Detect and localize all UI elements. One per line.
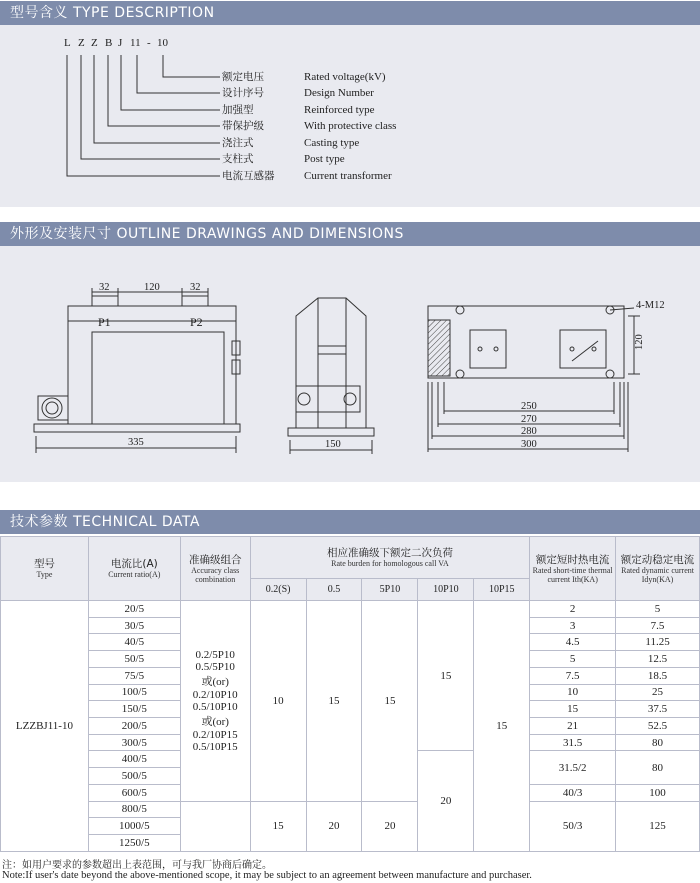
header-type-en: Type xyxy=(36,570,53,579)
type-item-en: Reinforced type xyxy=(304,104,375,116)
type-item-en: Casting type xyxy=(304,137,360,149)
type-item-en: Current transformer xyxy=(304,170,392,182)
top-dim-250: 250 xyxy=(521,401,537,412)
type-item-cn: 电流互感器 xyxy=(222,170,275,182)
front-dim-left: 32 xyxy=(99,282,110,293)
type-item-cn: 设计序号 xyxy=(222,87,264,99)
type-item-cn: 加强型 xyxy=(222,104,254,116)
thermal-cell: 21 xyxy=(530,718,616,735)
code-letter: Z xyxy=(91,37,98,49)
thermal-cell: 5 xyxy=(530,651,616,668)
dynamic-cell: 25 xyxy=(616,684,700,701)
front-dim-right: 32 xyxy=(190,282,201,293)
burden-cell: 20 xyxy=(306,801,362,851)
note-chinese: 注：如用户要求的参数超出上表范围，可与我厂协商后确定。 xyxy=(2,860,272,871)
thermal-cell: 10 xyxy=(530,684,616,701)
terminal-p1-label: P1 xyxy=(98,315,111,329)
ratio-cell: 200/5 xyxy=(88,718,180,735)
type-item-cn: 带保护级 xyxy=(222,120,264,132)
thermal-cell: 40/3 xyxy=(530,784,616,801)
ratio-cell: 100/5 xyxy=(88,684,180,701)
ratio-cell: 40/5 xyxy=(88,634,180,651)
header-burden-en: Rate burden for homologous call VA xyxy=(331,559,449,568)
outline-title: 外形及安装尺寸 OUTLINE DRAWINGS AND DIMENSIONS xyxy=(10,226,404,242)
header-ratio xyxy=(88,537,180,601)
code-letter: B xyxy=(105,37,113,49)
dynamic-cell: 7.5 xyxy=(616,617,700,634)
accuracy-line: 0.2/10P15 xyxy=(192,728,238,741)
header-burden-cn: 相应准确级下额定二次负荷 xyxy=(326,547,453,559)
thermal-cell: 7.5 xyxy=(530,667,616,684)
type-description-panel xyxy=(0,25,700,207)
front-view xyxy=(34,288,240,453)
header-burden-col: 10P10 xyxy=(418,579,474,601)
ratio-cell: 300/5 xyxy=(88,734,180,751)
header-thermal-en: Rated short-time thermal current Ith(KA) xyxy=(532,565,613,584)
ratio-cell: 30/5 xyxy=(88,617,180,634)
accuracy-cell xyxy=(180,601,250,802)
burden-cell: 15 xyxy=(474,601,530,852)
thermal-cell: 4.5 xyxy=(530,634,616,651)
type-item-en: Post type xyxy=(304,153,345,165)
ratio-cell: 20/5 xyxy=(88,601,180,618)
outline-drawings xyxy=(0,246,700,482)
header-ratio-cn: 电流比(A) xyxy=(110,558,158,570)
header-type xyxy=(1,537,89,601)
accuracy-line: 0.2/5P10 xyxy=(195,648,235,661)
thermal-cell: 15 xyxy=(530,701,616,718)
accuracy-line: 0.5/10P15 xyxy=(192,740,238,753)
top-dim-300: 300 xyxy=(521,439,537,450)
code-letter: 10 xyxy=(157,37,168,49)
type-item-cn: 额定电压 xyxy=(222,71,264,83)
dynamic-cell: 125 xyxy=(616,801,700,851)
terminal-p2-label: P2 xyxy=(190,315,203,329)
burden-cell: 20 xyxy=(418,751,474,852)
burden-cell: 15 xyxy=(306,601,362,802)
thermal-cell: 31.5/2 xyxy=(530,751,616,784)
header-type-cn: 型号 xyxy=(33,558,55,570)
technical-data-title: 技术参数 TECHNICAL DATA xyxy=(10,514,200,530)
accuracy-line: 或(or) xyxy=(201,675,229,688)
code-letter: - xyxy=(147,37,151,49)
type-cell: LZZBJ11-10 xyxy=(1,601,89,852)
outline-header xyxy=(0,222,700,246)
dynamic-cell: 5 xyxy=(616,601,700,618)
ratio-cell: 1000/5 xyxy=(88,818,180,835)
type-item-cn: 浇注式 xyxy=(222,137,254,149)
type-description-title: 型号含义 TYPE DESCRIPTION xyxy=(10,5,215,21)
note-english: Note:If user's date beyond the above-mentioned scope, it may be subject to an agreement between manufacture and purchaser. xyxy=(2,870,532,881)
side-view xyxy=(288,298,374,454)
dynamic-cell: 52.5 xyxy=(616,718,700,735)
dynamic-cell: 37.5 xyxy=(616,701,700,718)
burden-cell: 15 xyxy=(418,601,474,751)
dynamic-cell: 12.5 xyxy=(616,651,700,668)
accuracy-line: 或(or) xyxy=(201,715,229,728)
burden-cell: 10 xyxy=(250,601,306,802)
type-description-header xyxy=(0,1,700,25)
technical-data-panel xyxy=(0,536,700,852)
header-burden xyxy=(250,537,530,579)
thermal-cell: 31.5 xyxy=(530,734,616,751)
code-letter: 11 xyxy=(130,37,141,49)
header-dynamic-en: Rated dynamic current Idyn(KA) xyxy=(621,565,694,584)
accuracy-line: 0.2/10P10 xyxy=(192,688,238,701)
ratio-cell: 400/5 xyxy=(88,751,180,768)
ratio-cell: 75/5 xyxy=(88,667,180,684)
type-item-cn: 支柱式 xyxy=(222,153,254,165)
thermal-cell: 3 xyxy=(530,617,616,634)
accuracy-line: 0.5/5P10 xyxy=(195,660,235,673)
header-accuracy-en: Accuracy class combination xyxy=(191,565,240,584)
header-accuracy-cn: 准确级组合 xyxy=(188,553,242,566)
burden-cell: 15 xyxy=(250,801,306,851)
technical-data-table xyxy=(0,536,700,852)
header-burden-col: 0.2(S) xyxy=(250,579,306,601)
type-item-en: Design Number xyxy=(304,87,374,99)
thermal-cell: 50/3 xyxy=(530,801,616,851)
outline-drawings-panel xyxy=(0,246,700,482)
dynamic-cell: 18.5 xyxy=(616,667,700,684)
technical-data-header xyxy=(0,510,700,534)
front-dim-middle: 120 xyxy=(144,282,160,293)
ratio-cell: 1250/5 xyxy=(88,835,180,852)
ratio-cell: 600/5 xyxy=(88,784,180,801)
code-letter: L xyxy=(64,37,71,49)
ratio-cell: 150/5 xyxy=(88,701,180,718)
mounting-hole-callout: 4-M12 xyxy=(636,300,665,311)
side-dim-width: 150 xyxy=(325,439,341,450)
code-letter: J xyxy=(118,37,123,49)
front-dim-width: 335 xyxy=(128,437,144,448)
dynamic-cell: 80 xyxy=(616,734,700,751)
top-dim-280: 280 xyxy=(521,426,537,437)
top-dim-270: 270 xyxy=(521,414,537,425)
header-accuracy xyxy=(180,537,250,601)
header-dynamic-cn: 额定动稳定电流 xyxy=(620,553,695,566)
thermal-cell: 2 xyxy=(530,601,616,618)
header-thermal-cn: 额定短时热电流 xyxy=(535,553,610,566)
ratio-cell: 50/5 xyxy=(88,651,180,668)
code-letter: Z xyxy=(78,37,85,49)
ratio-cell: 500/5 xyxy=(88,768,180,785)
accuracy-cell-empty xyxy=(180,801,250,851)
burden-cell: 15 xyxy=(362,601,418,802)
dynamic-cell: 100 xyxy=(616,784,700,801)
burden-cell: 20 xyxy=(362,801,418,851)
header-burden-col: 5P10 xyxy=(362,579,418,601)
top-dim-height: 120 xyxy=(634,334,645,350)
header-burden-col: 0.5 xyxy=(306,579,362,601)
dynamic-cell: 11.25 xyxy=(616,634,700,651)
type-item-en: With protective class xyxy=(304,120,397,132)
dynamic-cell: 80 xyxy=(616,751,700,784)
type-item-en: Rated voltage(kV) xyxy=(304,71,386,83)
accuracy-line: 0.5/10P10 xyxy=(192,700,238,713)
header-dynamic xyxy=(616,537,700,601)
header-ratio-en: Current ratio(A) xyxy=(108,570,161,579)
ratio-cell: 800/5 xyxy=(88,801,180,818)
header-burden-col: 10P15 xyxy=(474,579,530,601)
header-thermal xyxy=(530,537,616,601)
